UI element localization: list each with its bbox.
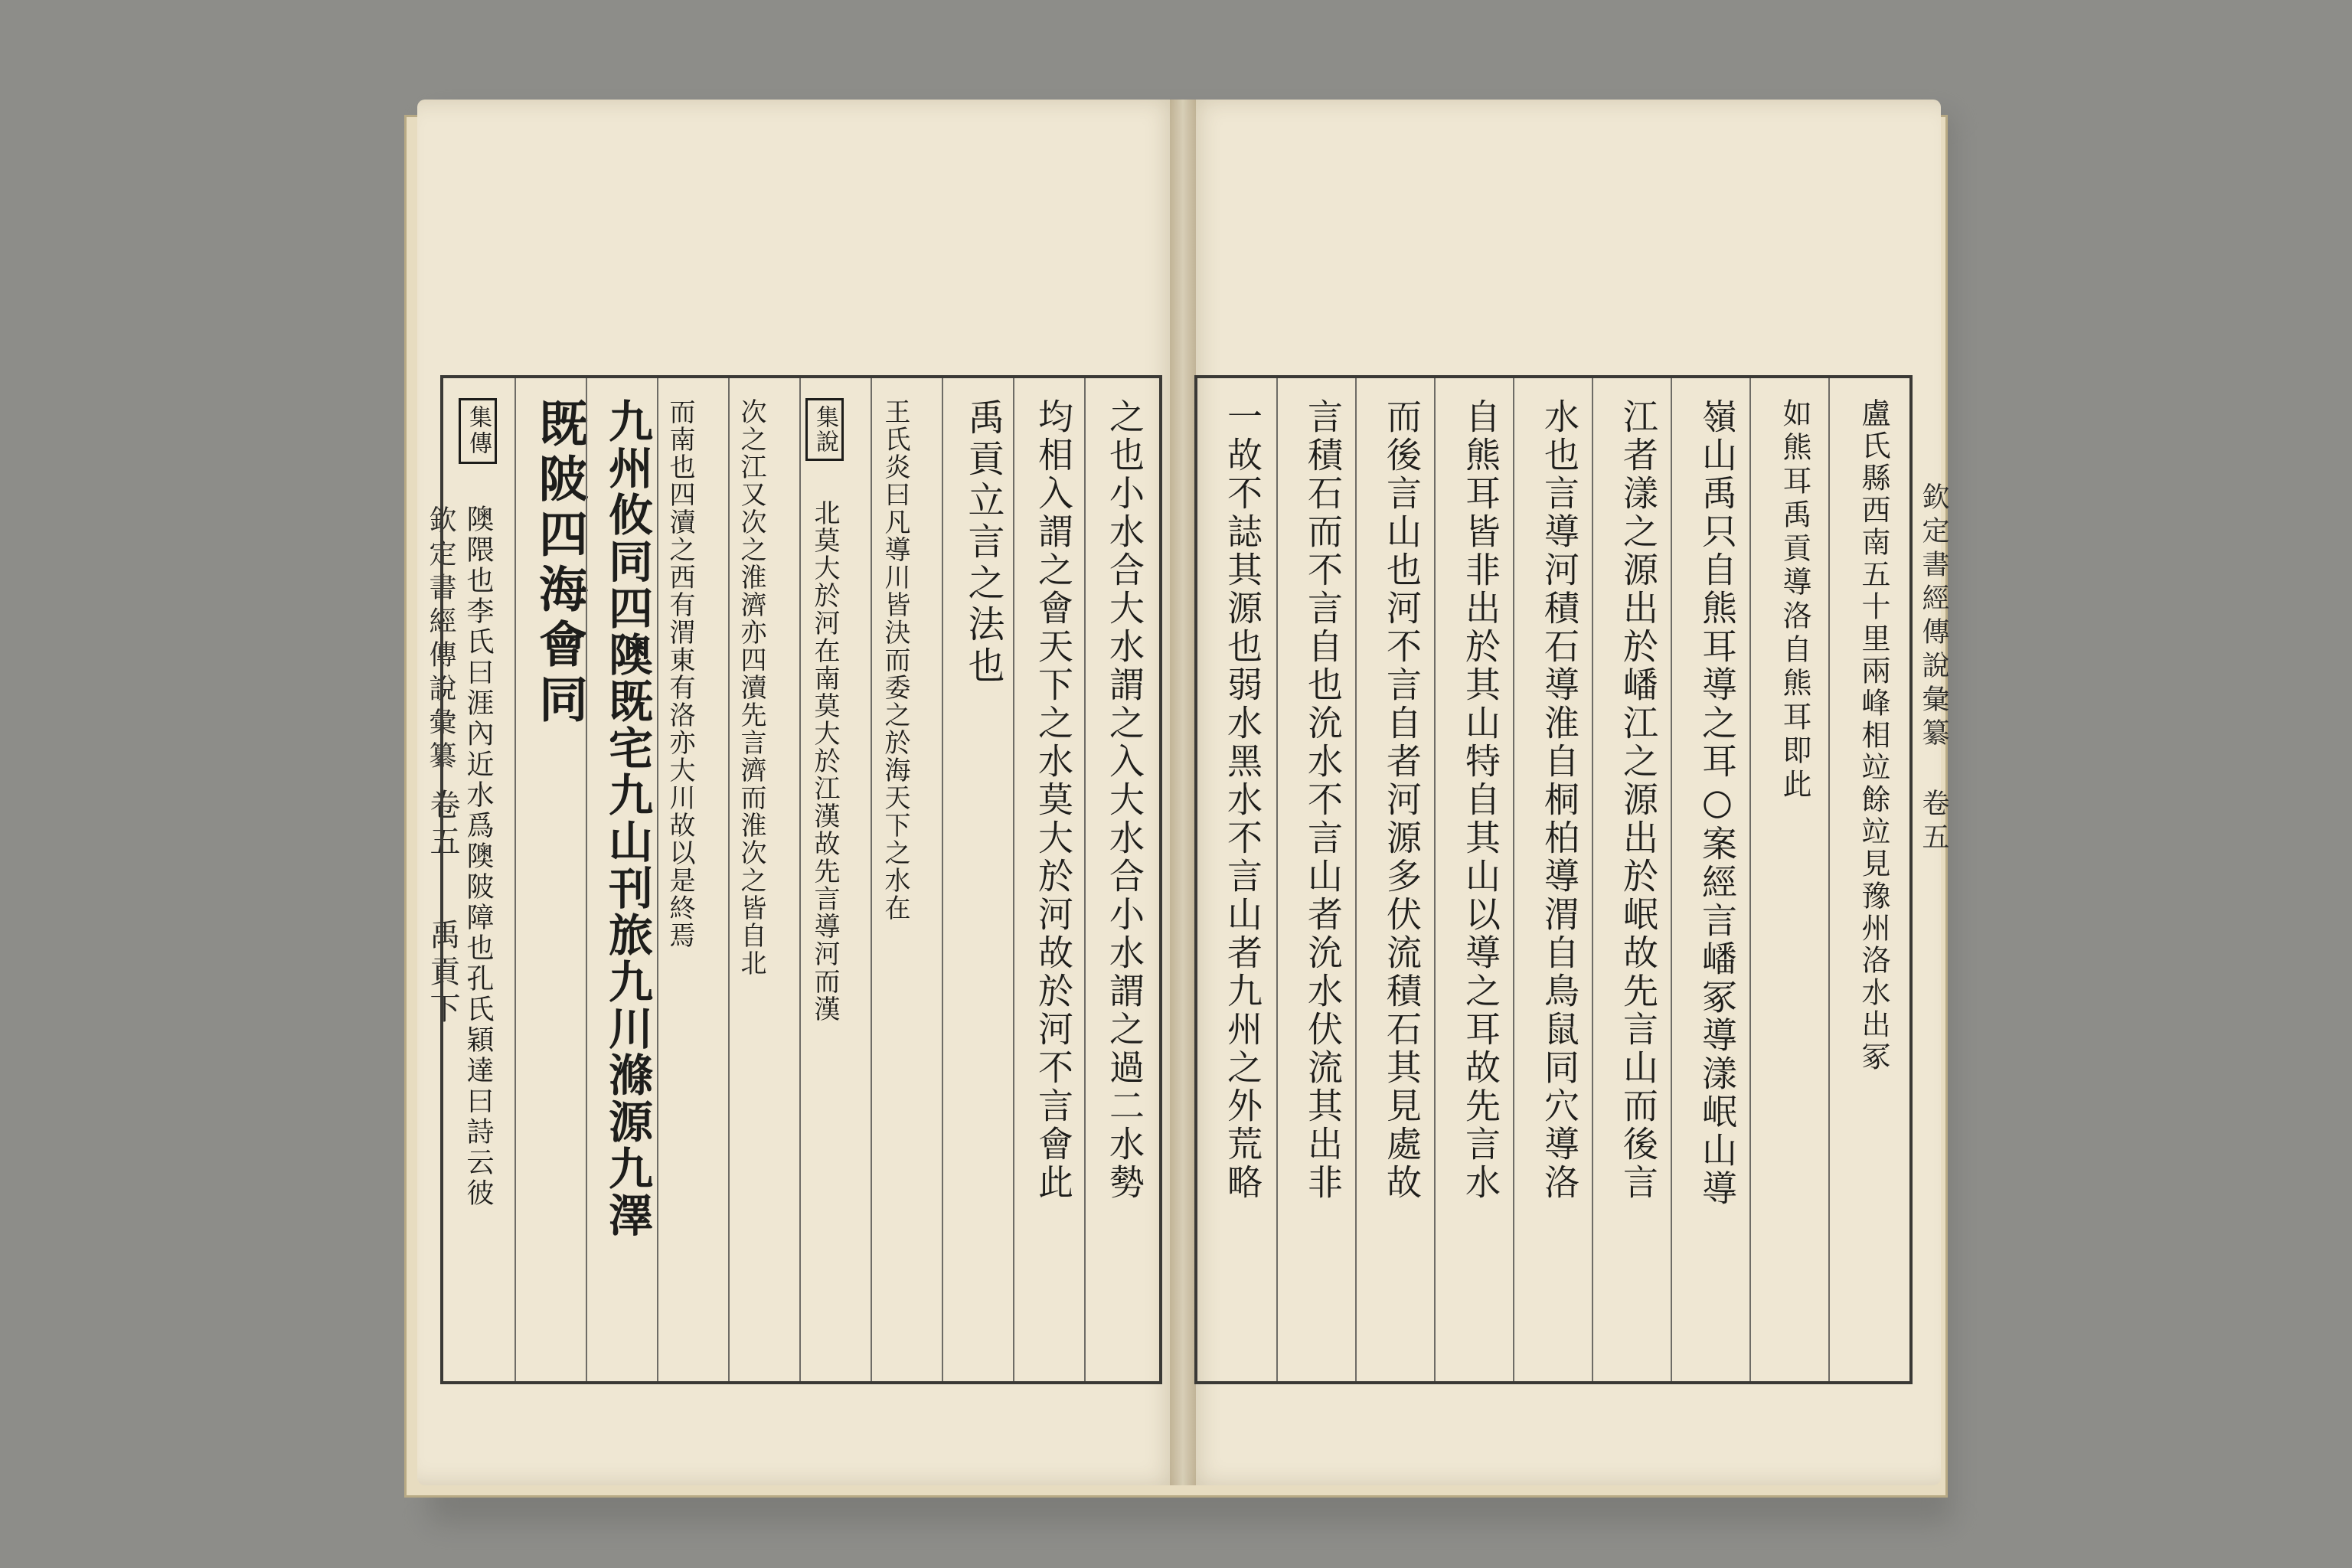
- right-column-3: [1355, 378, 1434, 1381]
- column-text: 禹貢立言之法也: [962, 398, 1004, 688]
- left-text-frame: [440, 375, 1162, 1384]
- annotation-tag: 集說: [805, 398, 844, 461]
- column-text: 而後言山也河不言自者河源多伏流積石其見處故: [1381, 398, 1423, 1202]
- left-margin-chapter: 禹貢下: [425, 919, 460, 1029]
- left-column-1: [443, 378, 514, 1381]
- annotation-tag: 集傳: [459, 398, 497, 464]
- left-column-3: [586, 378, 657, 1381]
- column-text: 如熊耳禹貢導洛自熊耳即此: [1778, 398, 1811, 802]
- column-text: 北莫大於河在南莫大於江漢故先言導河而漢: [809, 499, 840, 1023]
- column-text: 隩隈也李氏曰涯內近水爲隩陂障也孔氏穎達曰詩云彼: [462, 505, 494, 1209]
- right-text-frame: [1194, 375, 1913, 1384]
- column-text: 王氏炎曰凡導川皆決而委之於海天下之水在: [880, 398, 910, 922]
- right-column-4: [1434, 378, 1513, 1381]
- right-column-1: [1197, 378, 1276, 1381]
- column-text: 盧氏縣西南五十里兩峰相竝餘竝見豫州洛水出冢: [1857, 398, 1890, 1073]
- column-text: 言積石而不言自也沇水不言山者沇水伏流其出非: [1302, 398, 1344, 1202]
- left-column-6: [799, 378, 871, 1381]
- column-text: 一故不誌其源也弱水黑水不言山者九州之外荒略: [1222, 398, 1263, 1202]
- column-text: 均相入謂之會天下之水莫大於河故於河不言會此: [1033, 398, 1074, 1202]
- right-column-6: [1592, 378, 1671, 1381]
- left-column-9: [1013, 378, 1084, 1381]
- right-column-8: [1749, 378, 1828, 1381]
- right-column-2: [1276, 378, 1355, 1381]
- left-column-4: [657, 378, 728, 1381]
- column-text: 九州攸同四隩既宅九山刊旅九川滌源九澤: [601, 398, 653, 1239]
- column-text: 之也小水合大水謂之入大水合小水謂之過二水勢: [1104, 398, 1145, 1202]
- left-column-5: [728, 378, 799, 1381]
- left-margin-title: 欽定書經傳說彙纂: [425, 505, 456, 775]
- right-column-7: [1671, 378, 1749, 1381]
- right-column-5: [1513, 378, 1592, 1381]
- column-text: 江者漾之源出於嶓江之源出於岷故先言山而後言: [1618, 398, 1659, 1202]
- right-column-9: [1828, 378, 1906, 1381]
- column-text: 水也言導河積石導淮自桐柏導渭自鳥鼠同穴導洛: [1539, 398, 1580, 1202]
- left-column-8: [942, 378, 1013, 1381]
- book-spine: [1170, 100, 1196, 1485]
- right-margin-title: 欽定書經傳說彙纂: [1918, 482, 1949, 752]
- column-text: 而南也四瀆之西有渭東有洛亦大川故以是終焉: [665, 398, 695, 949]
- column-text: 自熊耳皆非出於其山特自其山以導之耳故先言水: [1460, 398, 1501, 1202]
- right-margin-volume: 卷五: [1918, 789, 1949, 856]
- left-column-10: [1084, 378, 1156, 1381]
- left-margin-volume: 卷五: [425, 789, 460, 862]
- left-column-2: [514, 378, 586, 1381]
- column-text: 嶺山禹只自熊耳導之耳○案經言嶓冢導漾岷山導: [1697, 398, 1738, 1208]
- left-column-7: [871, 378, 942, 1381]
- column-text: 既陂四海會同: [531, 398, 588, 729]
- column-text: 次之江又次之淮濟亦四瀆先言濟而淮次之皆自北: [736, 398, 766, 977]
